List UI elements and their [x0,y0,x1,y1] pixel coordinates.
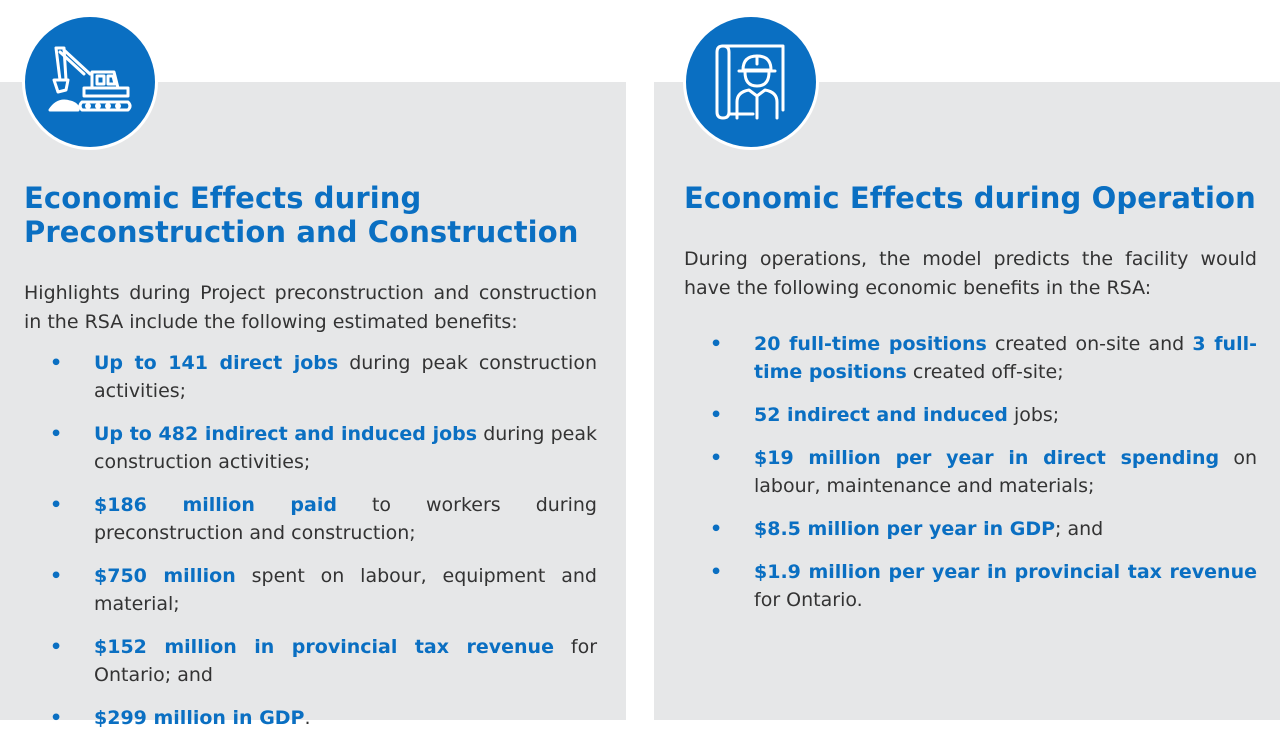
body-text: created off-site; [906,361,1064,383]
body-text: for Ontario; and [94,636,598,686]
highlight-text: 20 full-time positions [754,333,987,355]
operation-benefits-list [710,330,1257,629]
body-text: for Ontario. [754,589,863,611]
highlight-text: 52 indirect and induced [754,404,1008,426]
list-item [710,558,1257,614]
list-item [50,349,597,405]
body-text: spent on labour, equipment and material; [94,565,597,615]
bullet-dot: • [710,404,723,426]
list-item [710,401,1257,429]
body-text: created on-site and [986,333,1193,355]
list-item [50,562,597,618]
body-text: during peak construction activities; [94,423,598,473]
highlight-text: 3 full-time positions [754,333,1257,383]
bullet-dot: • [50,352,63,374]
bullet-dot: • [50,565,63,587]
operation-heading: Economic Effects during Operation [684,181,1256,215]
bullet-dot: • [50,707,63,729]
list-item [50,633,597,689]
highlight-text: Up to 141 direct jobs [94,352,339,374]
construction-intro: Highlights during Project preconstruction and construction in the RSA include the following estimated benefits: [24,282,597,333]
highlight-text: $1.9 million per year in provincial tax revenue [754,561,1257,583]
body-text: ; and [1055,518,1104,540]
body-text: to workers during preconstruction and construction; [94,494,597,544]
highlight-text: $8.5 million per year in GDP [754,518,1056,540]
bullet-dot: • [710,447,723,469]
bullet-dot: • [50,636,63,658]
highlight-text: $152 million in provincial tax revenue [94,636,554,658]
construction-benefits-list [50,349,597,747]
bullet-dot: • [710,518,723,540]
body-text: during peak construction activities; [94,352,597,402]
list-item [710,515,1257,543]
list-item [50,491,597,547]
engineer-blueprint-icon [683,14,819,150]
list-item [50,420,597,476]
list-item [710,444,1257,500]
operation-intro: During operations, the model predicts the facility would have the following economic benefits in the RSA: [684,248,1257,299]
bullet-dot: • [710,333,723,355]
construction-heading: Economic Effects during Preconstruction and Construction [24,181,579,249]
highlight-text: $19 million per year in direct spending [754,447,1220,469]
highlight-text: Up to 482 indirect and induced jobs [94,423,478,445]
bullet-dot: • [50,423,63,445]
highlight-text: $750 million [94,565,236,587]
bullet-dot: • [710,561,723,583]
highlight-text: $299 million in GDP [94,707,305,729]
body-text: . [304,707,311,729]
excavator-icon [22,14,158,150]
body-text: on labour, maintenance and materials; [754,447,1257,497]
list-item [710,330,1257,386]
highlight-text: $186 million paid [94,494,337,516]
body-text: jobs; [1007,404,1060,426]
list-item [50,704,597,732]
bullet-dot: • [50,494,63,516]
